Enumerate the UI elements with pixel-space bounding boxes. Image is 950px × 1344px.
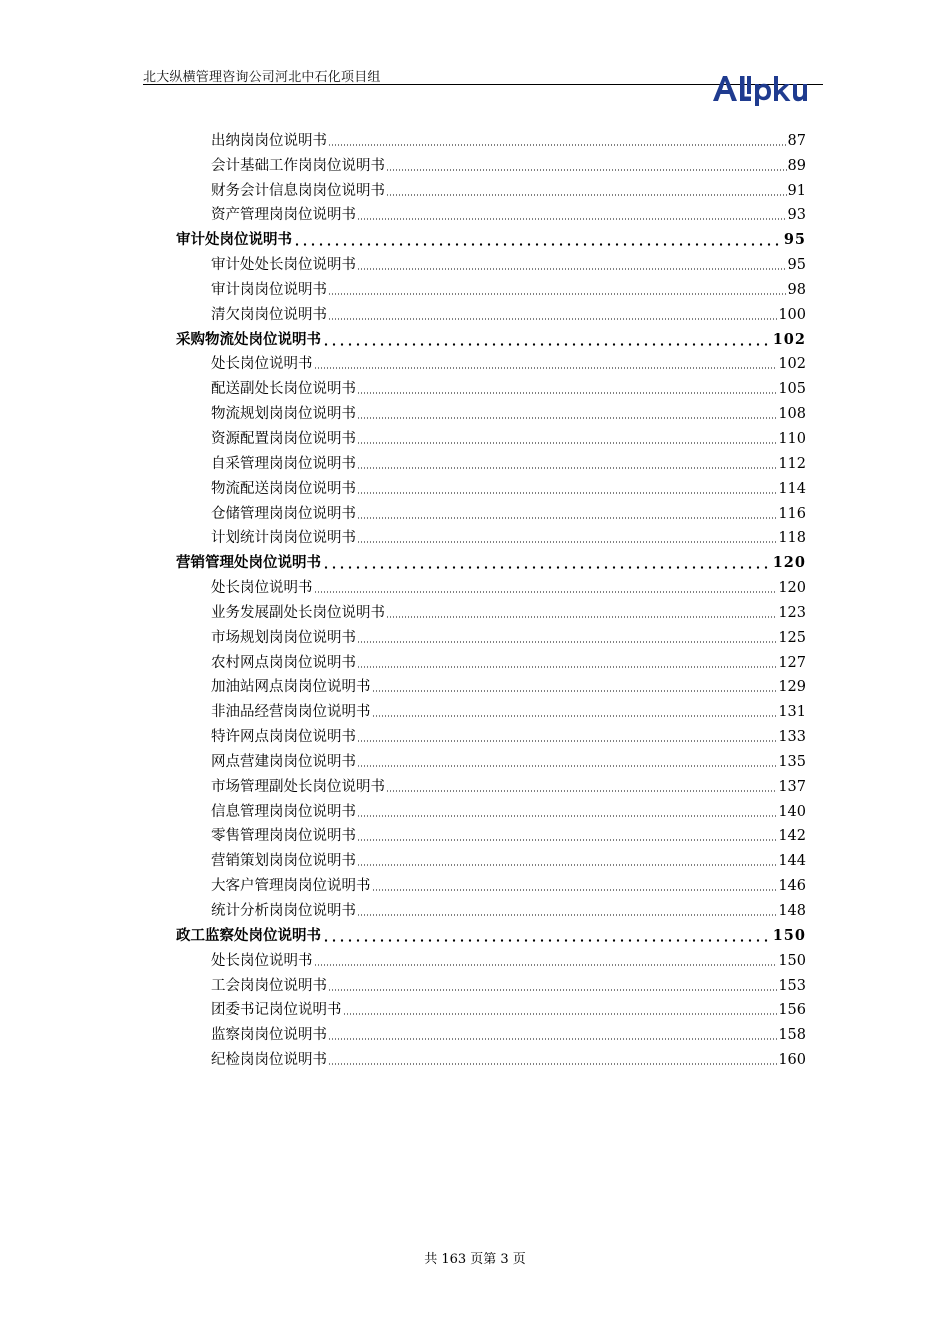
toc-page-number: 158 [778, 1027, 806, 1044]
toc-dot-leader [357, 740, 777, 742]
toc-page-number: 120 [772, 554, 806, 572]
toc-dot-leader [357, 541, 777, 543]
toc-dot-leader [322, 939, 772, 942]
toc-entry-title: 审计处岗位说明书 [176, 232, 292, 249]
toc-entry-title: 营销管理处岗位说明书 [176, 555, 321, 572]
toc-entry[interactable] [176, 871, 806, 896]
toc-dot-leader [322, 343, 772, 346]
toc-page-number: 140 [778, 803, 806, 820]
toc-dot-leader [328, 1063, 777, 1065]
toc-dot-leader [343, 1013, 778, 1015]
toc-entry-title: 财务会计信息岗岗位说明书 [211, 182, 385, 199]
toc-page-number: 91 [787, 182, 806, 199]
toc-dot-leader [357, 864, 777, 866]
toc-dot-leader [328, 318, 777, 320]
toc-dot-leader [314, 964, 778, 966]
toc-entry[interactable] [176, 499, 806, 524]
toc-page-number: 129 [778, 679, 806, 696]
toc-page-number: 105 [778, 381, 806, 398]
company-logo [711, 72, 823, 106]
toc-entry[interactable] [176, 201, 806, 226]
toc-dot-leader [357, 641, 777, 643]
toc-entry[interactable] [176, 623, 806, 648]
toc-entry-title: 业务发展副处长岗位说明书 [211, 604, 385, 621]
toc-entry-title: 大客户管理岗岗位说明书 [211, 878, 371, 895]
toc-entry-title: 市场规划岗岗位说明书 [211, 629, 356, 646]
toc-dot-leader [328, 293, 787, 295]
toc-dot-leader [314, 591, 778, 593]
toc-dot-leader [386, 790, 777, 792]
toc-entry[interactable] [176, 1020, 806, 1045]
toc-entry[interactable] [176, 797, 806, 822]
toc-page-number: 93 [787, 207, 806, 224]
toc-dot-leader [328, 144, 787, 146]
toc-entry-title: 零售管理岗岗位说明书 [211, 828, 356, 845]
toc-dot-leader [328, 989, 777, 991]
toc-entry-title: 自采管理岗岗位说明书 [211, 455, 356, 472]
toc-entry[interactable] [176, 846, 806, 871]
toc-entry[interactable] [176, 275, 806, 300]
toc-page-number: 146 [778, 878, 806, 895]
toc-entry-title: 资源配置岗岗位说明书 [211, 430, 356, 447]
toc-entry-title: 处长岗位说明书 [211, 580, 313, 597]
toc-entry-title: 物流规划岗岗位说明书 [211, 406, 356, 423]
toc-entry-title: 配送副处长岗位说明书 [211, 381, 356, 398]
toc-entry-title: 特许网点岗岗位说明书 [211, 729, 356, 746]
toc-entry[interactable] [176, 722, 806, 747]
toc-dot-leader [314, 367, 778, 369]
toc-page-number: 110 [778, 430, 806, 447]
toc-entry[interactable] [176, 374, 806, 399]
toc-entry-title: 加油站网点岗岗位说明书 [211, 679, 371, 696]
toc-page-number: 100 [778, 306, 806, 323]
toc-page-number: 95 [787, 257, 806, 274]
toc-entry[interactable] [176, 250, 806, 275]
toc-page-number: 102 [778, 356, 806, 373]
toc-page-number: 144 [778, 853, 806, 870]
toc-page-number: 131 [778, 704, 806, 721]
toc-dot-leader [357, 392, 777, 394]
toc-dot-leader [357, 517, 777, 519]
toc-dot-leader [328, 1038, 777, 1040]
toc-page-number: 133 [778, 729, 806, 746]
toc-entry-title: 采购物流处岗位说明书 [176, 331, 321, 348]
toc-dot-leader [357, 839, 777, 841]
toc-page-number: 114 [778, 480, 806, 497]
toc-entry[interactable] [176, 971, 806, 996]
toc-entry[interactable] [176, 176, 806, 201]
table-of-contents [176, 126, 806, 1070]
toc-entry[interactable] [176, 424, 806, 449]
toc-entry[interactable] [176, 946, 806, 971]
toc-page-number: 153 [778, 977, 806, 994]
toc-entry[interactable] [176, 300, 806, 325]
toc-entry[interactable] [176, 598, 806, 623]
toc-entry[interactable] [176, 673, 806, 698]
toc-entry-title: 仓储管理岗岗位说明书 [211, 505, 356, 522]
toc-page-number: 150 [772, 926, 806, 944]
toc-entry-title: 处长岗位说明书 [211, 356, 313, 373]
toc-entry[interactable] [176, 474, 806, 499]
toc-page-number: 142 [778, 828, 806, 845]
toc-dot-leader [293, 243, 783, 246]
toc-entry[interactable] [176, 747, 806, 772]
toc-section-entry[interactable] [176, 225, 806, 250]
toc-page-number: 87 [787, 132, 806, 149]
toc-entry[interactable] [176, 151, 806, 176]
toc-entry-title: 出纳岗岗位说明书 [211, 132, 327, 149]
toc-page-number: 120 [778, 580, 806, 597]
toc-entry-title: 信息管理岗岗位说明书 [211, 803, 356, 820]
toc-entry-title: 资产管理岗岗位说明书 [211, 207, 356, 224]
toc-dot-leader [386, 194, 787, 196]
toc-entry[interactable] [176, 822, 806, 847]
toc-page-number: 95 [783, 231, 806, 249]
toc-page-number: 116 [778, 505, 806, 522]
toc-entry-title: 政工监察处岗位说明书 [176, 927, 321, 944]
toc-entry[interactable] [176, 772, 806, 797]
toc-section-entry[interactable] [176, 921, 806, 946]
toc-entry[interactable] [176, 350, 806, 375]
toc-entry[interactable] [176, 524, 806, 549]
toc-page-number: 148 [778, 903, 806, 919]
toc-entry[interactable] [176, 449, 806, 474]
toc-dot-leader [357, 268, 787, 270]
toc-page-number: 135 [778, 753, 806, 770]
toc-entry[interactable] [176, 648, 806, 673]
toc-page-number: 89 [787, 157, 806, 174]
toc-dot-leader [357, 467, 777, 469]
toc-entry[interactable] [176, 126, 806, 151]
toc-section-entry[interactable] [176, 548, 806, 573]
toc-dot-leader [357, 442, 777, 444]
toc-page-number: 118 [778, 530, 806, 547]
toc-entry-title: 非油品经营岗岗位说明书 [211, 704, 371, 721]
toc-page-number: 160 [778, 1052, 806, 1069]
toc-entry-title: 审计岗岗位说明书 [211, 281, 327, 298]
toc-entry-title: 营销策划岗岗位说明书 [211, 853, 356, 870]
toc-dot-leader [357, 492, 777, 494]
toc-entry-title: 工会岗岗位说明书 [211, 977, 327, 994]
toc-entry-title: 监察岗岗位说明书 [211, 1027, 327, 1044]
toc-entry[interactable] [176, 996, 806, 1021]
toc-entry-title: 统计分析岗岗位说明书 [211, 903, 356, 919]
toc-dot-leader [357, 914, 777, 916]
toc-page-number: 127 [778, 654, 806, 671]
toc-entry-title: 处长岗位说明书 [211, 952, 313, 969]
toc-entry[interactable] [176, 399, 806, 424]
toc-entry[interactable] [176, 1045, 806, 1070]
toc-entry-title: 农村网点岗岗位说明书 [211, 654, 356, 671]
toc-entry-title: 纪检岗岗位说明书 [211, 1052, 327, 1069]
toc-page-number: 112 [778, 455, 806, 472]
toc-page-number: 125 [778, 629, 806, 646]
toc-entry-title: 网点营建岗岗位说明书 [211, 753, 356, 770]
toc-dot-leader [372, 889, 778, 891]
header-title: 北大纵横管理咨询公司河北中石化项目组 [143, 70, 381, 85]
toc-entry-title: 物流配送岗岗位说明书 [211, 480, 356, 497]
toc-dot-leader [322, 566, 772, 569]
toc-page-number: 123 [778, 604, 806, 621]
toc-dot-leader [357, 815, 777, 817]
toc-dot-leader [372, 690, 778, 692]
toc-page-number: 150 [778, 952, 806, 969]
toc-dot-leader [357, 218, 787, 220]
toc-entry-title: 市场管理副处长岗位说明书 [211, 778, 385, 795]
toc-entry-title: 会计基础工作岗岗位说明书 [211, 157, 385, 174]
toc-dot-leader [357, 666, 777, 668]
toc-page-number: 98 [787, 281, 806, 298]
toc-entry[interactable] [176, 896, 806, 921]
toc-dot-leader [386, 169, 787, 171]
toc-entry-title: 团委书记岗位说明书 [211, 1002, 342, 1019]
toc-entry[interactable] [176, 573, 806, 598]
toc-dot-leader [357, 417, 777, 419]
toc-page-number: 102 [772, 330, 806, 348]
toc-page-number: 108 [778, 406, 806, 423]
toc-entry-title: 清欠岗岗位说明书 [211, 306, 327, 323]
toc-dot-leader [386, 616, 777, 618]
toc-entry-title: 审计处处长岗位说明书 [211, 257, 356, 274]
toc-page-number: 156 [778, 1002, 806, 1019]
toc-dot-leader [372, 715, 778, 717]
toc-entry-title: 计划统计岗岗位说明书 [211, 530, 356, 547]
toc-section-entry[interactable] [176, 325, 806, 350]
toc-page-number: 137 [778, 778, 806, 795]
toc-dot-leader [357, 765, 777, 767]
toc-entry[interactable] [176, 697, 806, 722]
page-footer: 共 163 页第 3 页 [424, 1252, 526, 1267]
